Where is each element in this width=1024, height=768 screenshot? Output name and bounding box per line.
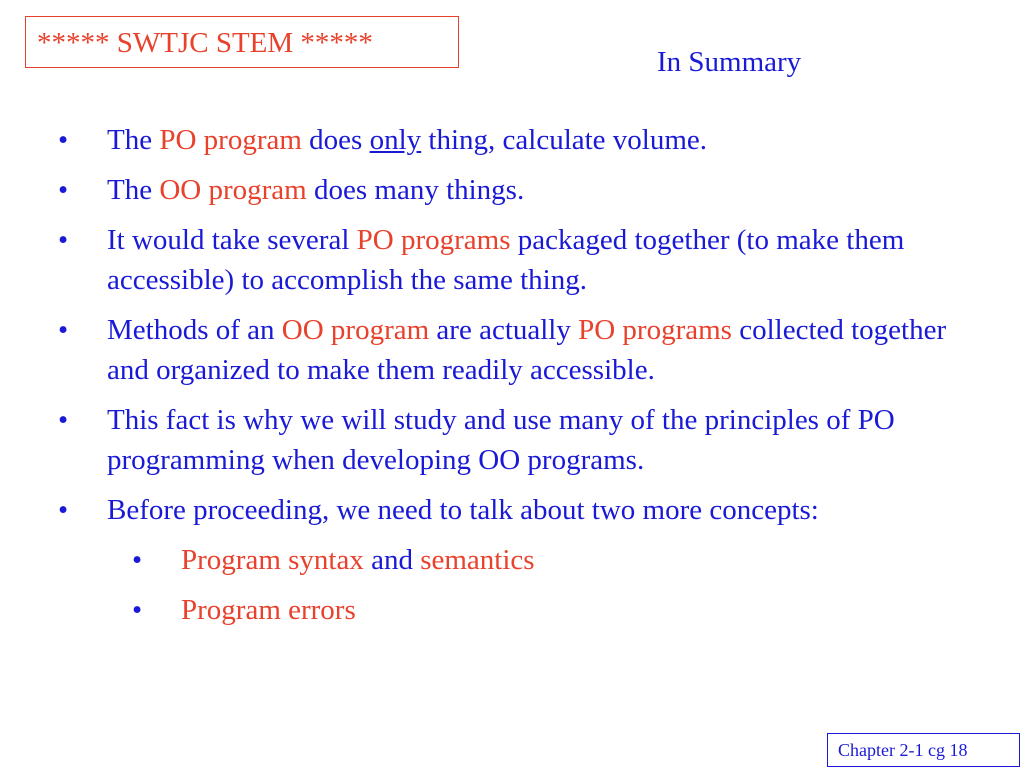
highlight-term: PO programs	[356, 224, 511, 256]
bullet-text: are actually	[429, 314, 579, 346]
highlight-term: OO program	[281, 314, 430, 346]
bullet-dot: •	[58, 174, 69, 206]
bullet-text: This fact is why we will study and use many of the principles of PO programming when developing OO programs.	[107, 404, 895, 476]
bullet-item	[0, 400, 1024, 480]
bullet-item	[0, 490, 1024, 530]
sub-bullet-item	[0, 590, 1024, 630]
highlight-term: OO program	[159, 174, 307, 206]
bullet-list	[0, 120, 1024, 640]
bullet-text: The	[107, 174, 160, 206]
bullet-text: packaged together (to make them accessible) to accomplish the same thing.	[107, 224, 905, 296]
brand-label: ***** SWTJC STEM *****	[25, 16, 459, 68]
bullet-item	[0, 170, 1024, 210]
bullet-text: and	[363, 544, 421, 576]
bullet-text: Methods of an	[107, 314, 282, 346]
highlight-term: PO program	[159, 124, 302, 156]
slide-title: In Summary	[657, 46, 802, 78]
highlight-term: PO programs	[578, 314, 732, 346]
bullet-text: It would take several	[107, 224, 357, 256]
bullet-dot: •	[132, 544, 143, 576]
bullet-text: thing, calculate volume.	[421, 124, 708, 156]
bullet-text: does	[301, 124, 370, 156]
highlight-term: Program syntax	[181, 544, 364, 576]
bullet-dot: •	[58, 124, 69, 156]
bullet-item	[0, 310, 1024, 390]
bullet-dot: •	[58, 314, 69, 346]
bullet-text: Before proceeding, we need to talk about two more concepts:	[107, 494, 819, 526]
bullet-text: does many things.	[306, 174, 525, 206]
bullet-dot: •	[58, 404, 69, 436]
highlight-term: Program errors	[181, 594, 356, 626]
bullet-item	[0, 120, 1024, 160]
bullet-dot: •	[58, 494, 69, 526]
bullet-item	[0, 220, 1024, 300]
bullet-dot: •	[58, 224, 69, 256]
underlined-word: only	[369, 124, 422, 156]
bullet-text: The	[107, 124, 160, 156]
sub-bullet-item	[0, 540, 1024, 580]
bullet-dot: •	[132, 594, 143, 626]
footer-page-label: Chapter 2-1 cg 18	[827, 733, 1020, 767]
bullet-text: collected together and organized to make them readily accessible.	[107, 314, 947, 386]
highlight-term: semantics	[420, 544, 535, 576]
